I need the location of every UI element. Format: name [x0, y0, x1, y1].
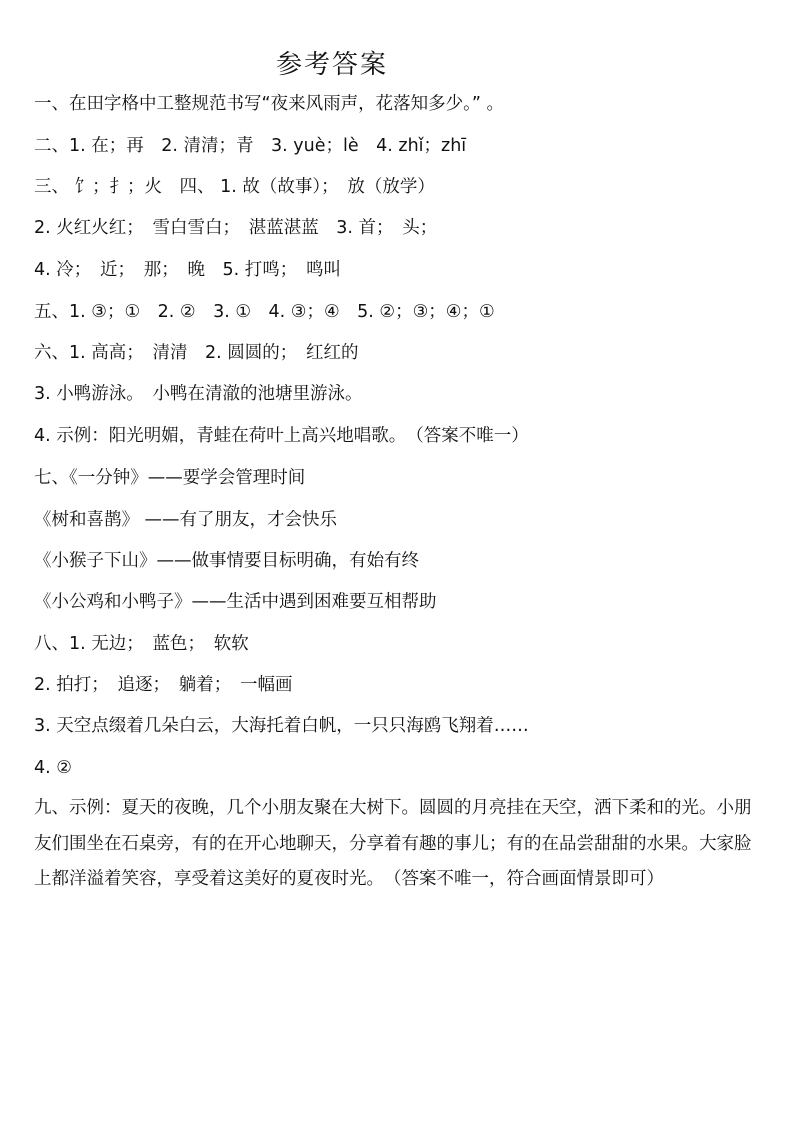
- answer-line-4: 2. 火红火红； 雪白雪白； 湛蓝湛蓝 3. 首； 头；: [34, 218, 438, 238]
- answer-line-14: 八、1. 无边； 蓝色； 软软: [34, 634, 249, 654]
- essay-paragraph: 九、示例：夏天的夜晚，几个小朋友聚在大树下。圆圆的月亮挂在天空，洒下柔和的光。小朋友们围坐在石桌旁，有的在开心地聊天，分享着有趣的事儿；有的在品尝甜甜的水果。大家脸上都洋溢着笑容，享受着这美好的夏夜时光。 （答案不唯一，符合画面情景即可）: [34, 798, 752, 889]
- page-title: 参考答案: [276, 50, 389, 80]
- answer-line-13: 《小公鸡和小鸭子》——生活中遇到困难要互相帮助: [34, 592, 437, 612]
- answer-line-12: 《小猴子下山》——做事情要目标明确，有始有终: [34, 551, 419, 571]
- answer-line-17: 4. ②: [34, 758, 72, 778]
- answer-line-8: 3. 小鸭游泳。 小鸭在清澈的池塘里游泳。: [34, 384, 363, 404]
- answer-line-2: 二、1. 在；再 2. 清清；青 3. yuè；lè 4. zhǐ；zhī: [34, 136, 467, 156]
- answer-line-5: 4. 冷； 近； 那； 晚 5. 打鸣； 鸣叫: [34, 260, 342, 280]
- answer-line-1: 一、在田字格中工整规范书写“夜来风雨声，花落知多少。” 。: [34, 94, 504, 114]
- answer-line-6: 五、1. ③；① 2. ② 3. ① 4. ③；④ 5. ②；③；④；①: [34, 302, 495, 322]
- answer-line-9: 4. 示例：阳光明媚，青蛙在荷叶上高兴地唱歌。 （答案不唯一）: [34, 426, 529, 446]
- answer-line-10: 七、《一分钟》——要学会管理时间: [34, 468, 306, 488]
- answer-line-11: 《树和喜鹊》 ——有了朋友，才会快乐: [34, 510, 338, 530]
- answer-line-7: 六、1. 高高； 清清 2. 圆圆的； 红红的: [34, 343, 359, 363]
- answer-line-15: 2. 拍打； 追逐； 躺着； 一幅画: [34, 675, 293, 695]
- answer-line-3: 三、 饣；扌；火 四、 1. 故（故事）； 放（放学）: [34, 177, 435, 197]
- answer-line-16: 3. 天空点缀着几朵白云，大海托着白帆，一只只海鸥飞翔着……: [34, 716, 529, 736]
